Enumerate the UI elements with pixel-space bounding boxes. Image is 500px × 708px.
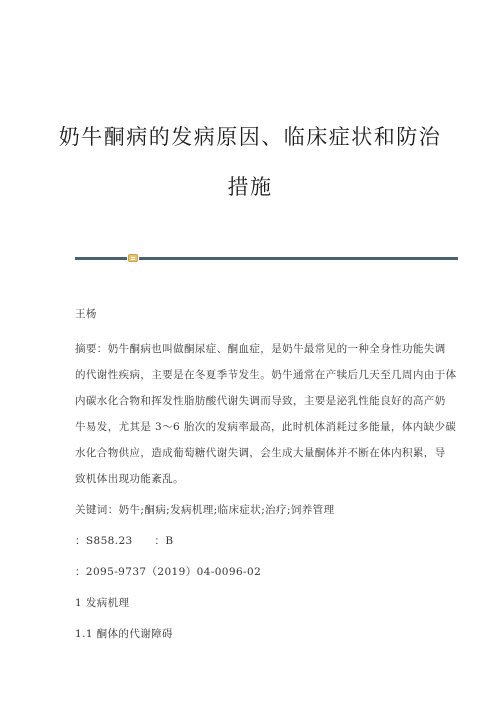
section-heading-1-1: 1.1 酮体的代谢障碍 xyxy=(75,628,173,640)
abstract-line: 内碳水化合物和挥发性脂肪酸代谢失调而导致，主要是泌乳性能良好的高产奶 xyxy=(75,395,446,407)
divider-bar-left xyxy=(75,257,127,260)
document-title-line-2: 措施 xyxy=(227,175,273,199)
author-name: 王杨 xyxy=(75,308,97,320)
section-heading-1: 1 发病机理 xyxy=(75,597,130,609)
abstract-line: 牛易发，尤其是 3～6 胎次的发病率最高，此时机体消耗过多能量，体内缺少碳 xyxy=(75,421,457,433)
abstract-line: 的代谢性疾病，主要是在冬夏季节发生。奶牛通常在产犊后几天至几周内由于体 xyxy=(75,369,457,381)
issn-line: ：2095-9737（2019）04-0096-02 xyxy=(75,566,262,578)
title-divider xyxy=(75,256,458,261)
abstract-line: 水化合物供应，造成葡萄糖代谢失调，会生成大量酮体并不断在体内积累，导 xyxy=(75,447,446,459)
abstract-line: 致机体出现功能紊乱。 xyxy=(75,473,184,485)
abstract xyxy=(75,336,457,492)
abstract-line: 摘要：奶牛酮病也叫做酮尿症、酮血症，是奶牛最常见的一种全身性功能失调 xyxy=(75,343,446,355)
keywords: 关键词：奶牛;酮病;发病机理;临床症状;治疗;饲养管理 xyxy=(75,504,335,516)
document-title-line-1: 奶牛酮病的发病原因、临床症状和防治 xyxy=(58,125,442,149)
classification-code: ：S858.23 ：B xyxy=(75,535,174,547)
book-badge-icon xyxy=(128,254,138,262)
divider-bar-right xyxy=(139,257,458,260)
